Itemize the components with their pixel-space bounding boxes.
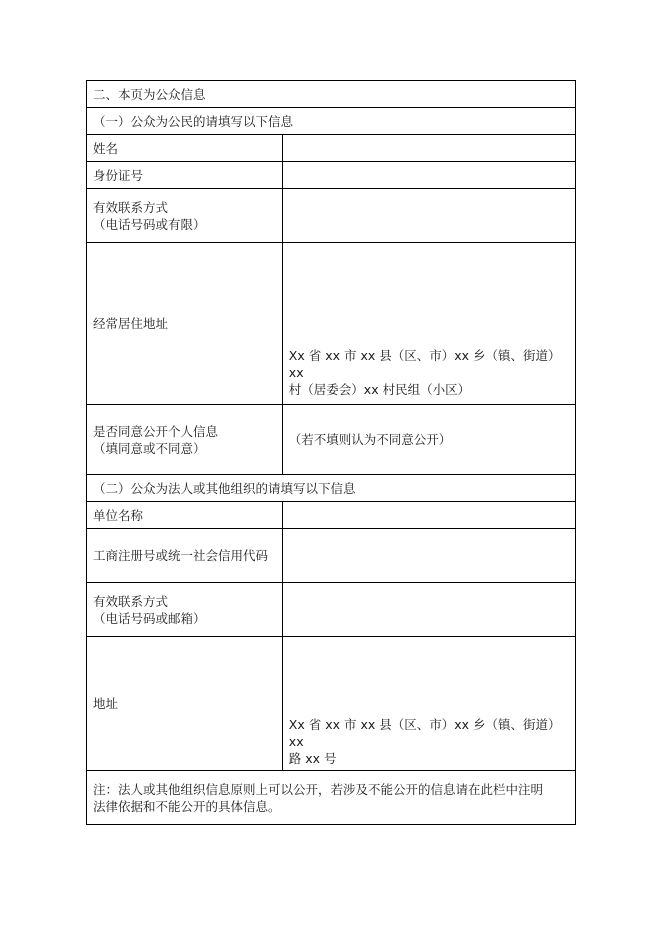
org-address-label: 地址	[87, 637, 283, 771]
citizen-heading: （一）公众为公民的请填写以下信息	[87, 108, 576, 135]
org-contact-label-line1: 有效联系方式	[93, 593, 169, 609]
section-title: 二、本页为公众信息	[87, 81, 576, 108]
citizen-contact-label-line2: （电话号码或有限）	[93, 216, 206, 232]
name-field[interactable]	[282, 135, 575, 162]
note-line1: 注：法人或其他组织信息原则上可以公开，若涉及不能公开的信息请在此栏中注明	[93, 781, 544, 797]
note-field[interactable]	[87, 771, 576, 825]
residence-address-field[interactable]	[282, 243, 575, 405]
consent-hint: （若不填则认为不同意公开）	[288, 432, 452, 447]
consent-field[interactable]	[282, 405, 575, 475]
residence-address-line1: Xx 省 xx 市 xx 县（区、市）xx 乡（镇、街道）xx	[288, 348, 561, 380]
org-contact-field[interactable]	[282, 583, 575, 637]
consent-label-line1: 是否同意公开个人信息	[93, 423, 219, 439]
citizen-contact-field[interactable]	[282, 189, 575, 243]
org-address-line2: 路 xx 号	[288, 751, 337, 766]
org-name-label: 单位名称	[87, 502, 283, 529]
registration-code-field[interactable]	[282, 529, 575, 583]
organization-heading: （二）公众为法人或其他组织的请填写以下信息	[87, 475, 576, 502]
org-address-line1: Xx 省 xx 市 xx 县（区、市）xx 乡（镇、街道）xx	[288, 717, 561, 749]
id-number-field[interactable]	[282, 162, 575, 189]
org-contact-label-line2: （电话号码或邮箱）	[93, 610, 206, 626]
registration-code-label: 工商注册号或统一社会信用代码	[87, 529, 283, 583]
residence-address-template	[289, 347, 569, 398]
note-line2: 法律依据和不能公开的具体信息。	[93, 798, 281, 814]
consent-label-line2: （填同意或不同意）	[93, 440, 206, 456]
citizen-contact-label	[87, 189, 283, 243]
residence-address-line2: 村（居委会）xx 村民组（小区）	[288, 382, 471, 397]
org-address-template	[289, 716, 569, 767]
citizen-contact-label-line1: 有效联系方式	[93, 199, 169, 215]
org-name-field[interactable]	[282, 502, 575, 529]
id-number-label: 身份证号	[87, 162, 283, 189]
name-label: 姓名	[87, 135, 283, 162]
org-address-field[interactable]	[282, 637, 575, 771]
residence-address-label: 经常居住地址	[87, 243, 283, 405]
org-contact-label	[87, 583, 283, 637]
public-info-form	[86, 80, 576, 825]
consent-label	[87, 405, 283, 475]
